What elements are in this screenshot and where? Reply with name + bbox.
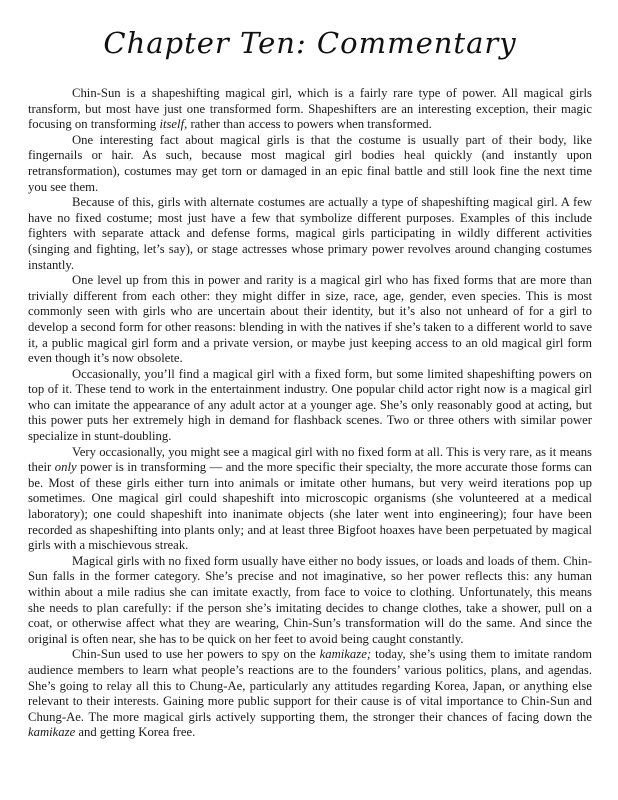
paragraph <box>28 86 592 133</box>
italic-text: kamikaze <box>28 725 76 740</box>
paragraph-text: Occasionally, you’ll find a magical girl with a fixed form, but some limited shapeshifting powers on top of it. These tend to work in the entertainment industry. One popular child actor right now is a magical girl who can imitate the appearance of any adult actor at a younger age. She’s only reasonably good at acting, but this power puts her extremely high in demand for flashback scenes. Two or three others with similar power specialize in stunt-doubling. <box>28 366 592 444</box>
paragraph-text: today, she’s using them to imitate random audience members to learn what people’s reactions are to the founders’ various politics, plans, and agendas. She’s going to relay all this to Chung-Ae, particularly any attitudes regarding Korea, Japan, or anything else relevant to their interests. Gaining more public support for their cause is of vital importance to Chin-Sun and Chung-Ae. The more magical girls actively supporting them, the stronger their chances of facing down the <box>28 647 592 724</box>
paragraph <box>28 647 592 741</box>
paragraph <box>28 133 592 195</box>
italic-text: kamikaze; <box>319 647 372 662</box>
paragraph-text: Very occasionally, you might see a magical girl with no fixed form at all. This is very rare, as it means their <box>28 444 592 475</box>
paragraph-text: Magical girls with no fixed form usually have either no body issues, or loads and loads of them. Chin-Sun falls in the former category. She’s precise and not imaginative, so her power reflects this: any human within about a mile radius she can imitate exactly, from face to voice to clothing. Unfortunately, this means she needs to plan carefully: if the person she’s imitating decides to change clothes, take a shower, pull on a coat, or otherwise affect what they are wearing, Chin-Sun’s transformation will do the same. And since the original is often near, she has to be quick on her feet to avoid being caught constantly. <box>28 553 592 646</box>
italic-text: only <box>54 460 77 475</box>
paragraph-text: Because of this, girls with alternate costumes are actually a type of shapeshifting magical girl. A few have no fixed costume; most just have a few that symbolize different purposes. Examples of this include fighters with separate attack and defense forms, magical girls participating in wildly different activities (singing and fighting, let’s say), or stage actresses whose primary power revolves around changing costumes instantly. <box>28 195 592 272</box>
italic-text: itself, <box>159 117 188 132</box>
paragraph <box>28 195 592 273</box>
commentary-body <box>28 86 592 741</box>
paragraph-text: and getting Korea free. <box>75 725 196 740</box>
paragraph <box>28 273 592 367</box>
paragraph <box>28 554 592 648</box>
chapter-title: Chapter Ten: Commentary <box>103 26 517 60</box>
paragraph <box>28 367 592 445</box>
paragraph-text: rather than access to powers when transformed. <box>187 117 432 132</box>
paragraph <box>28 445 592 554</box>
paragraph-text: Chin-Sun used to use her powers to spy on the <box>72 647 320 662</box>
paragraph-text: Chin-Sun is a shapeshifting magical girl, which is a fairly rare type of power. All magical girls transform, but most have just one transformed form. Shapeshifters are an interesting exception, their magic focusing on transforming <box>28 86 592 132</box>
paragraph-text: One level up from this in power and rarity is a magical girl who has fixed forms that are more than trivially different from each other: they might differ in size, race, age, gender, even species. This is most commonly seen with girls who are uncertain about their identity, but it’s also not unheard of for a girl to develop a second form for other reasons: blending in with the natives if she’s taken to a different world to save it, a public magical girl form and a private version, or maybe just keeping access to an old magical girl form even though it’s now obsolete. <box>28 273 592 366</box>
paragraph-text: One interesting fact about magical girls is that the costume is usually part of their body, like fingernails or hair. As such, because most magical girl bodies heal quickly (and instantly upon retransformation), costumes may get torn or damaged in an epic final battle and still look fine the next time you see them. <box>28 132 592 194</box>
paragraph-text: power is in transforming — and the more specific their specialty, the more accurate those forms can be. Most of these girls either turn into animals or imitate other humans, but very weird iterations pop up sometimes. One magical girl could shapeshift into microscopic organisms (she volunteered at a medical laboratory); one could shapeshift into inanimate objects (she later went into engineering); four have been recorded as shapeshifting into plants only; and at least three Bigfoot hoaxes have been perpetuated by magical girls with a mischievous streak. <box>28 460 592 553</box>
